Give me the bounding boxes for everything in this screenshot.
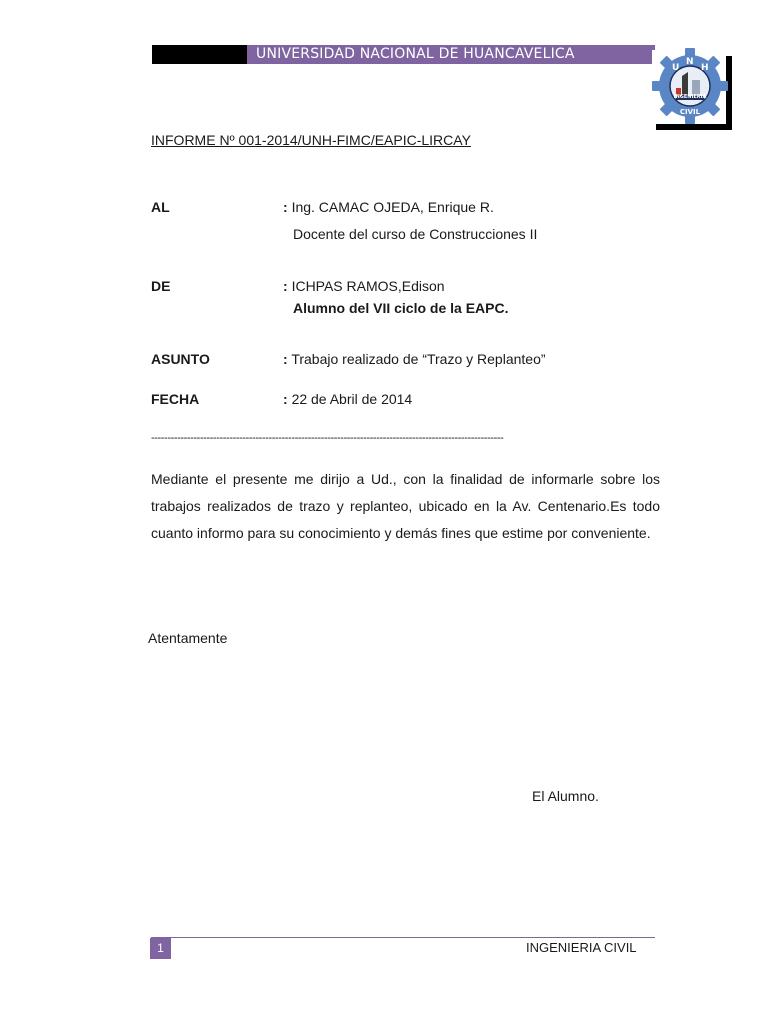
university-logo xyxy=(652,46,732,130)
asunto-field xyxy=(283,351,546,367)
al-subline: Docente del curso de Construcciones II xyxy=(293,226,538,242)
asunto-colon: : xyxy=(283,351,288,367)
al-field xyxy=(283,199,494,215)
gear-logo-icon xyxy=(652,46,732,130)
footer-divider xyxy=(151,937,655,938)
de-field xyxy=(283,278,445,294)
fecha-field xyxy=(283,391,412,407)
dashed-separator: ------------------------------------------------------------------------------------------------------------ xyxy=(151,432,504,444)
al-colon: : xyxy=(283,199,288,215)
fecha-label: FECHA xyxy=(151,391,200,407)
footer-text: INGENIERIA CIVIL xyxy=(526,940,637,955)
fecha-value: 22 de Abril de 2014 xyxy=(291,391,413,407)
page-number: 1 xyxy=(150,938,171,959)
header-university-title: UNIVERSIDAD NACIONAL DE HUANCAVELICA xyxy=(247,45,655,64)
al-label: AL xyxy=(151,199,170,215)
logo-letter-h: H xyxy=(701,63,709,73)
asunto-value: Trabajo realizado de “Trazo y Replanteo” xyxy=(291,351,546,367)
de-label: DE xyxy=(151,278,171,294)
asunto-label: ASUNTO xyxy=(151,351,210,367)
fecha-colon: : xyxy=(283,391,288,407)
informe-number: INFORME Nº 001-2014/UNH-FIMC/EAPIC-LIRCAY xyxy=(151,132,471,148)
header-black-bar xyxy=(152,45,247,64)
de-subline: Alumno del VII ciclo de la EAPC. xyxy=(293,300,509,316)
de-value: ICHPAS RAMOS,Edison xyxy=(291,278,445,294)
signature-text: El Alumno. xyxy=(532,788,599,804)
al-value: Ing. CAMAC OJEDA, Enrique R. xyxy=(291,199,494,215)
logo-bottom-text: CIVIL xyxy=(679,108,701,116)
logo-ring-text: INGENIERIA xyxy=(673,94,707,100)
body-paragraph: Mediante el presente me dirijo a Ud., con la finalidad de informarle sobre los trabajos realizados de trazo y replanteo, ubicado en la Av. Centenario.Es todo cuanto informo para su conocimiento y demás fines que estime por conveniente. xyxy=(151,471,660,541)
closing-text: Atentamente xyxy=(148,630,228,646)
de-colon: : xyxy=(283,278,288,294)
logo-letter-u: U xyxy=(672,63,680,73)
logo-letter-n: N xyxy=(686,57,694,67)
